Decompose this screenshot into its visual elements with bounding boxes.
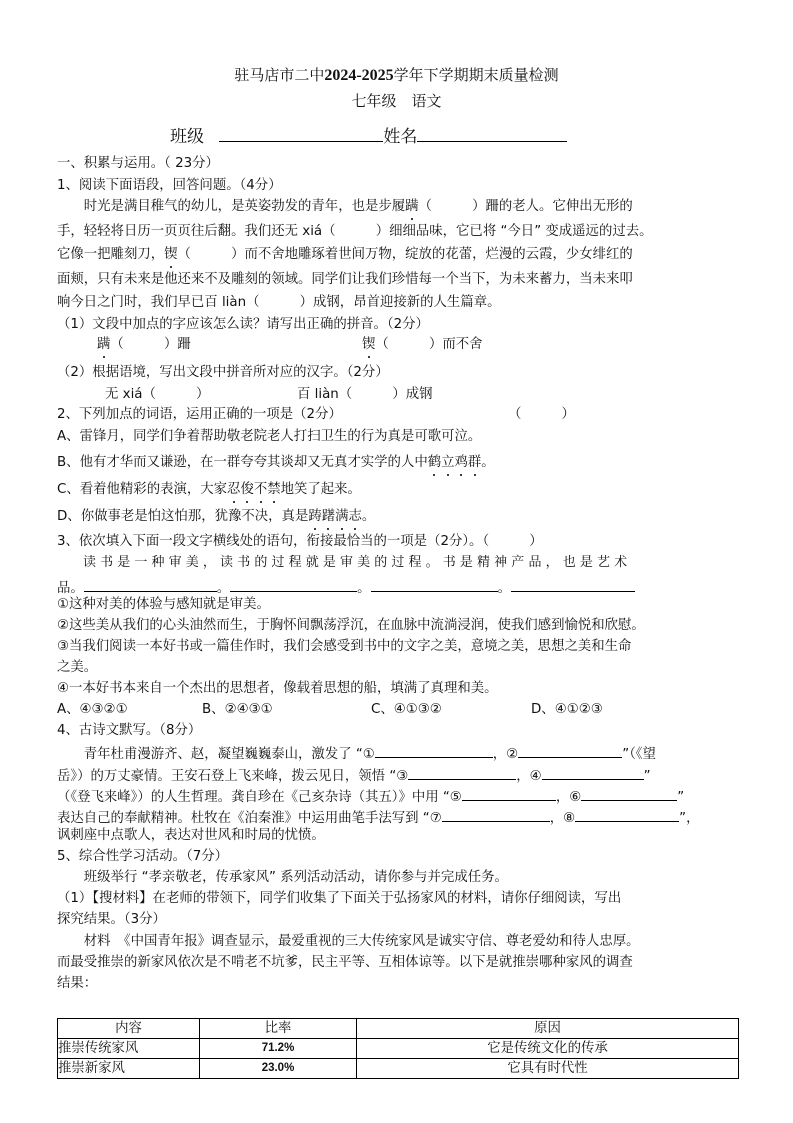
q3-sentence-3a: ③当我们阅读一本好书或一篇佳作时，我们会感受到书中的文字之美，意境之美，思想之美和生命 bbox=[57, 639, 632, 654]
q1-sub2-item-a: 无 xiá（ ） bbox=[105, 387, 210, 402]
dotted-char: 鹤 bbox=[427, 455, 442, 470]
class-label: 班级 bbox=[170, 127, 204, 147]
q1-sub1-item-a: 蹒（ ）跚 bbox=[97, 337, 191, 352]
dotted-char: 群 bbox=[467, 455, 482, 470]
q4-line-3: （《登飞来峰》）的人生哲理。龚自珍在《己亥杂诗（其五）》中用 “⑤ ，⑥ ” bbox=[57, 785, 684, 807]
blank-2[interactable] bbox=[230, 576, 357, 592]
q2-title: 2、下列加点的词语，运用正确的一项是（2分） bbox=[57, 407, 342, 422]
table-header: 比率 bbox=[200, 1019, 357, 1039]
table-cell: 它具有时代性 bbox=[357, 1059, 739, 1079]
q4-line-4: 表达自己的奉献精神。杜牧在《泊秦淮》中运用曲笔手法写到 “⑦ ，⑧ ”， bbox=[57, 806, 699, 828]
table-header-row bbox=[58, 1019, 739, 1039]
q1-passage-line-5: 响今日之门时，我们早已百 liàn（ ）成钢，昂首迎接新的人生篇章。 bbox=[57, 295, 501, 310]
q4-title: 4、古诗文默写。（8分） bbox=[57, 723, 202, 738]
q1-passage-line-3: 它像一把雕刻刀，锲（ ）而不舍地雕琢着世间万物，绽放的花蕾，烂漫的云霞，少女绯红的 bbox=[57, 247, 633, 262]
survey-table bbox=[57, 1018, 739, 1079]
dotted-char: 蹒 bbox=[405, 199, 419, 214]
blank-poem-6[interactable] bbox=[581, 785, 677, 801]
q1-sub2-item-b: 百 liàn（ ）成钢 bbox=[297, 387, 433, 402]
q1-sub1: （1）文段中加点的字应该怎么读？请写出正确的拼音。（2分） bbox=[57, 317, 429, 332]
dotted-char: 满 bbox=[335, 509, 349, 524]
q3-sentence-3b: 之美。 bbox=[57, 660, 98, 675]
q2-answer-paren[interactable]: （ ） bbox=[508, 407, 575, 422]
q5-material-line-3: 结果： bbox=[57, 976, 98, 991]
q5-task1-line-2: 探究结果。（3分） bbox=[57, 912, 166, 927]
dotted-char: 躇 bbox=[321, 509, 336, 524]
dotted-char: 不 bbox=[253, 482, 268, 497]
blank-poem-4[interactable] bbox=[542, 764, 644, 780]
blank-poem-3[interactable] bbox=[408, 764, 516, 780]
q3-passage-line-1: 读 书 是 一 种 审 美 ， 读 书 的 过 程 就 是 审 美 的 过 程 。 书 是 精 神 产 品 ， 也 是 艺 术 bbox=[57, 555, 628, 570]
dotted-char: 立 bbox=[441, 455, 455, 470]
title-school: 驻马店市二中 bbox=[234, 66, 325, 84]
dotted-char: 禁 bbox=[267, 482, 281, 497]
table-cell: 推崇新家风 bbox=[58, 1059, 200, 1079]
q3-sentence-1: ①这种对美的体验与感知就是审美。 bbox=[57, 597, 270, 612]
q1-sub1-item-b: 锲（ ）而不舍 bbox=[362, 337, 483, 352]
dotted-char: 忍 bbox=[227, 482, 241, 497]
q3-option-a: A、④③②① bbox=[57, 702, 128, 717]
q4-line-1: 青年杜甫漫游齐、赵，凝望巍巍泰山，激发了 “① ，② ”（《望 bbox=[57, 742, 656, 764]
table-divider bbox=[356, 1058, 357, 1076]
q5-material-line-1: 材料 《中国青年报》调查显示，最爱重视的三大传统家风是诚实守信、尊老爱幼和待人忠厚。 bbox=[57, 934, 640, 949]
q3-option-b: B、②④③① bbox=[202, 702, 273, 717]
table-divider bbox=[199, 1058, 200, 1076]
q5-task1-line-1: （1）【搜材料】在老师的带领下，同学们收集了下面关于弘扬家风的材料，请你仔细阅读，写出 bbox=[57, 891, 622, 906]
q1-passage-line-2: 手，轻轻将日历一页页往后翻。我们还无 xiá（ ）细细品味，它已将 “今日” 变成遥远的过去。 bbox=[57, 224, 653, 239]
table-cell: 71.2% bbox=[200, 1039, 357, 1059]
blank-poem-1[interactable] bbox=[375, 742, 493, 758]
q3-option-d: D、④①②③ bbox=[531, 702, 603, 717]
q2-option-c: C、看着他精彩的表演，大家忍俊不禁地笑了起来。 bbox=[57, 482, 361, 497]
q3-option-c: C、④①③② bbox=[371, 702, 442, 717]
blank-4[interactable] bbox=[511, 576, 635, 592]
q1-sub2: （2）根据语境，写出文段中拼音所对应的汉字。（2分） bbox=[57, 365, 389, 380]
class-field[interactable] bbox=[219, 122, 383, 142]
exam-title bbox=[0, 66, 793, 85]
q5-title: 5、综合性学习活动。（7分） bbox=[57, 849, 229, 864]
class-name-row bbox=[170, 122, 567, 148]
table-cell: 推崇传统家风 bbox=[58, 1039, 200, 1059]
blank-poem-7[interactable] bbox=[442, 806, 550, 822]
q1-passage-line-1: 时光是满目稚气的幼儿，是英姿勃发的青年，也是步履蹒（ ）跚的老人。它伸出无形的 bbox=[57, 199, 633, 214]
q1-title: 1、阅读下面语段，回答问题。（4分） bbox=[57, 178, 282, 193]
blank-poem-2[interactable] bbox=[518, 742, 622, 758]
title-year: 2024-2025 bbox=[324, 67, 394, 84]
q3-sentence-4: ④一本好书本来自一个杰出的思想者，像载着思想的船，填满了真理和美。 bbox=[57, 681, 498, 696]
q4-line-2: 岳》）的万丈豪情。王安石登上飞来峰，拨云见日，领悟 “③ ，④ ” bbox=[57, 764, 651, 786]
dotted-char: 俊 bbox=[240, 482, 254, 497]
blank-1[interactable] bbox=[84, 576, 217, 592]
table-header: 内容 bbox=[58, 1019, 200, 1039]
q2-option-d: D、你做事老是怕这怕那，犹豫不决，真是踌躇满志。 bbox=[57, 509, 376, 524]
q5-intro: 班级举行 “孝亲敬老，传承家风” 系列活动活动，请你参与并完成任务。 bbox=[57, 870, 508, 885]
section-heading: 一、积累与运用。（ 23分） bbox=[57, 156, 219, 171]
table-row bbox=[58, 1059, 739, 1079]
q2-option-a: A、雷锋月，同学们争着帮助敬老院老人打扫卫生的行为真是可歌可泣。 bbox=[57, 429, 482, 444]
table-row bbox=[58, 1039, 739, 1059]
table-header: 原因 bbox=[357, 1019, 739, 1039]
q3-sentence-2: ②这些美从我们的心头油然而生，于胸怀间飘荡浮沉，在血脉中流淌浸润，使我们感到愉悦和欣慰。 bbox=[57, 618, 645, 633]
dotted-char: 志 bbox=[348, 509, 362, 524]
dotted-char: 锲 bbox=[164, 247, 178, 262]
exam-subtitle: 七年级 语文 bbox=[351, 92, 442, 110]
q2-option-b: B、他有才华而又谦逊，在一群夸夸其谈却又无真才实学的人中鹤立鸡群。 bbox=[57, 455, 495, 470]
q1-passage-line-4: 面颊，只有未来是他还来不及雕刻的领域。同学们让我们珍惜每一个当下，为未来蓄力，当未来叩 bbox=[57, 272, 633, 287]
blank-poem-8[interactable] bbox=[575, 806, 679, 822]
blank-poem-5[interactable] bbox=[462, 785, 556, 801]
dotted-char: 踌 bbox=[308, 509, 322, 524]
title-exam: 学年下学期期末质量检测 bbox=[393, 66, 559, 84]
q4-line-5: 讽刺座中点歌人，表达对世风和时局的忧愤。 bbox=[57, 828, 325, 843]
q5-material-line-2: 而最受推崇的新家风依次是不啃老不坑爹，民主平等、互相体谅等。以下是就推崇哪种家风的调查 bbox=[57, 955, 633, 970]
table-cell: 它是传统文化的传承 bbox=[357, 1039, 739, 1059]
name-field[interactable] bbox=[417, 122, 567, 142]
name-label: 姓名 bbox=[383, 127, 418, 147]
table-cell: 23.0% bbox=[200, 1059, 357, 1079]
q3-title: 3、依次填入下面一段文字横线处的语句，衔接最恰当的一项是（2分）。（ ） bbox=[57, 534, 543, 549]
dotted-char: 鸡 bbox=[454, 455, 468, 470]
blank-3[interactable] bbox=[371, 576, 498, 592]
q3-passage-line-2: 品。 。 。 。 bbox=[57, 576, 635, 598]
